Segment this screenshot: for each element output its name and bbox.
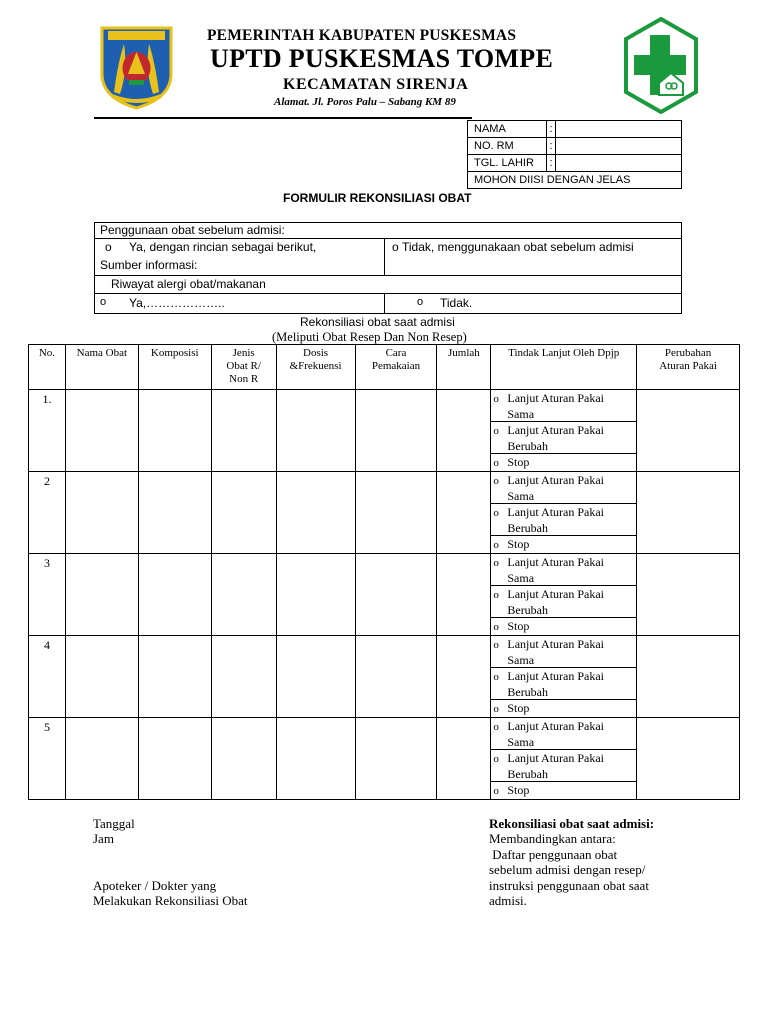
pre-admission-yes-option[interactable]: Ya, dengan rincian sebagai berikut, [129, 240, 317, 254]
dose-frequency-cell[interactable] [276, 554, 355, 636]
col-drug-name: Nama Obat [65, 345, 138, 390]
option-bullet[interactable]: o [493, 753, 499, 765]
option-label: Lanjut Aturan Pakai [507, 719, 605, 733]
table-row [29, 390, 740, 472]
signer-label-line2: Melakukan Rekonsiliasi Obat [93, 893, 248, 908]
stop-option[interactable] [491, 536, 636, 553]
continue-changed-option[interactable] [491, 750, 636, 782]
patient-dob-field[interactable] [556, 155, 682, 172]
quantity-cell[interactable] [437, 636, 491, 718]
header-address: Alamat. Jl. Poros Palu – Sabang KM 89 [274, 96, 456, 108]
allergy-no-bullet[interactable]: o [417, 296, 424, 308]
patient-fill-note: MOHON DIISI DENGAN JELAS [468, 172, 682, 189]
option-label: Lanjut Aturan Pakai [507, 587, 605, 601]
drug-type-cell[interactable] [211, 390, 276, 472]
patient-sep: : [547, 138, 556, 155]
reconciliation-table [28, 344, 740, 800]
quantity-cell[interactable] [437, 472, 491, 554]
col-no: No. [29, 345, 66, 390]
note-line5: admisi. [489, 893, 527, 908]
composition-cell[interactable] [138, 472, 211, 554]
option-bullet[interactable]: o [493, 457, 499, 469]
option-bullet[interactable]: o [493, 785, 499, 797]
drug-name-cell[interactable] [65, 554, 138, 636]
follow-up-cell [491, 718, 637, 800]
pre-admission-no-bullet[interactable]: o [392, 240, 399, 254]
stop-option[interactable] [491, 700, 636, 717]
note-line2: Daftar penggunaan obat [489, 847, 618, 862]
drug-name-cell[interactable] [65, 636, 138, 718]
form-title: FORMULIR REKONSILIASI OBAT [283, 191, 472, 205]
option-bullet[interactable]: o [493, 621, 499, 633]
pre-admission-heading: Penggunaan obat sebelum admisi: [100, 223, 285, 237]
dose-frequency-cell[interactable] [276, 390, 355, 472]
administration-cell[interactable] [355, 554, 437, 636]
header-district: KECAMATAN SIRENJA [283, 76, 469, 93]
row-number: 4 [29, 636, 66, 718]
dose-frequency-cell[interactable] [276, 718, 355, 800]
option-label: Sama [507, 489, 535, 503]
header-puskesmas-name: UPTD PUSKESMAS TOMPE [210, 44, 554, 73]
allergy-no-option[interactable]: Tidak. [440, 296, 473, 310]
patient-name-field[interactable] [556, 121, 682, 138]
follow-up-cell [491, 472, 637, 554]
option-bullet[interactable]: o [493, 721, 499, 733]
col-usage-change: Perubahan Aturan Pakai [637, 345, 740, 390]
patient-row-rm [468, 138, 682, 155]
drug-name-cell[interactable] [65, 390, 138, 472]
drug-type-cell[interactable] [211, 554, 276, 636]
option-label: Lanjut Aturan Pakai [507, 555, 605, 569]
note-line1: Membandingkan antara: [489, 831, 616, 846]
patient-row-name [468, 121, 682, 138]
option-label: Berubah [507, 439, 549, 453]
option-label: Lanjut Aturan Pakai [507, 423, 605, 437]
option-label: Stop [507, 783, 530, 797]
table-header-row [29, 345, 740, 390]
signer-label-line1: Apoteker / Dokter yang [93, 878, 217, 893]
row-number: 2 [29, 472, 66, 554]
usage-change-cell[interactable] [637, 472, 740, 554]
patient-label: TGL. LAHIR [468, 155, 547, 172]
drug-type-cell[interactable] [211, 718, 276, 800]
pre-admission-no-option[interactable]: Tidak, menggunakaan obat sebelum admisi [402, 240, 634, 254]
table-row [29, 636, 740, 718]
continue-same-option[interactable] [491, 718, 636, 750]
continue-same-option[interactable] [491, 472, 636, 504]
col-follow-up: Tindak Lanjut Oleh Dpjp [491, 345, 637, 390]
continue-changed-option[interactable] [491, 504, 636, 536]
option-label: Sama [507, 735, 535, 749]
administration-cell[interactable] [355, 636, 437, 718]
header-divider [94, 117, 472, 119]
usage-change-cell[interactable] [637, 390, 740, 472]
option-bullet[interactable]: o [493, 393, 499, 405]
option-bullet[interactable]: o [493, 475, 499, 487]
option-label: Berubah [507, 685, 549, 699]
col-quantity: Jumlah [437, 345, 491, 390]
row-number: 1. [29, 390, 66, 472]
quantity-cell[interactable] [437, 718, 491, 800]
composition-cell[interactable] [138, 390, 211, 472]
reconciliation-title: Rekonsiliasi obat saat admisi [300, 315, 455, 329]
composition-cell[interactable] [138, 718, 211, 800]
row-number: 3 [29, 554, 66, 636]
patient-row-dob [468, 155, 682, 172]
time-label: Jam [93, 831, 114, 846]
stop-option[interactable] [491, 618, 636, 635]
note-title: Rekonsiliasi obat saat admisi: [489, 816, 655, 831]
option-label: Lanjut Aturan Pakai [507, 751, 605, 765]
header-government-line: PEMERINTAH KABUPATEN PUSKESMAS [207, 27, 517, 44]
usage-change-cell[interactable] [637, 554, 740, 636]
option-label: Lanjut Aturan Pakai [507, 473, 605, 487]
continue-changed-option[interactable] [491, 422, 636, 454]
drug-name-cell[interactable] [65, 718, 138, 800]
allergy-yes-bullet[interactable]: o [100, 296, 107, 308]
source-of-information-label: Sumber informasi: [100, 258, 198, 272]
patient-rm-field[interactable] [556, 138, 682, 155]
follow-up-cell [491, 636, 637, 718]
usage-change-cell[interactable] [637, 718, 740, 800]
continue-changed-option[interactable] [491, 586, 636, 618]
drug-type-cell[interactable] [211, 636, 276, 718]
continue-same-option[interactable] [491, 636, 636, 668]
option-label: Berubah [507, 767, 549, 781]
continue-changed-option[interactable] [491, 668, 636, 700]
regency-coat-of-arms-logo [98, 22, 175, 110]
option-bullet[interactable]: o [493, 589, 499, 601]
patient-label: NAMA [468, 121, 547, 138]
pre-admission-yes-bullet[interactable]: o [105, 240, 112, 254]
administration-cell[interactable] [355, 390, 437, 472]
note-line3: sebelum admisi dengan resep/ [489, 862, 646, 877]
option-label: Stop [507, 701, 530, 715]
option-label: Lanjut Aturan Pakai [507, 391, 605, 405]
patient-sep: : [547, 121, 556, 138]
composition-cell[interactable] [138, 636, 211, 718]
option-label: Stop [507, 537, 530, 551]
reconciliation-subtitle: (Meliputi Obat Resep Dan Non Resep) [272, 330, 467, 344]
date-label: Tanggal [93, 816, 135, 831]
administration-cell[interactable] [355, 718, 437, 800]
patient-label: NO. RM [468, 138, 547, 155]
col-dose-frequency: Dosis &Frekuensi [276, 345, 355, 390]
allergy-history-label: Riwayat alergi obat/makanan [111, 277, 266, 291]
continue-same-option[interactable] [491, 390, 636, 422]
dose-frequency-cell[interactable] [276, 636, 355, 718]
option-bullet[interactable]: o [493, 671, 499, 683]
patient-identity-box [467, 120, 682, 189]
option-label: Berubah [507, 521, 549, 535]
option-label: Lanjut Aturan Pakai [507, 669, 605, 683]
option-bullet[interactable]: o [493, 539, 499, 551]
follow-up-cell [491, 554, 637, 636]
table-row [29, 472, 740, 554]
usage-change-cell[interactable] [637, 636, 740, 718]
col-composition: Komposisi [138, 345, 211, 390]
option-bullet[interactable]: o [493, 507, 499, 519]
follow-up-cell [491, 390, 637, 472]
col-drug-type: Jenis Obat R/ Non R [211, 345, 276, 390]
option-bullet[interactable]: o [493, 703, 499, 715]
note-line4: instruksi penggunaan obat saat [489, 878, 649, 893]
continue-same-option[interactable] [491, 554, 636, 586]
patient-note-row [468, 172, 682, 189]
quantity-cell[interactable] [437, 390, 491, 472]
row-number: 5 [29, 718, 66, 800]
option-label: Lanjut Aturan Pakai [507, 637, 605, 651]
option-label: Lanjut Aturan Pakai [507, 505, 605, 519]
option-label: Stop [507, 619, 530, 633]
option-label: Stop [507, 455, 530, 469]
drug-type-cell[interactable] [211, 472, 276, 554]
stop-option[interactable] [491, 782, 636, 799]
option-bullet[interactable]: o [493, 425, 499, 437]
puskesmas-cross-logo [623, 17, 699, 114]
option-label: Sama [507, 571, 535, 585]
drug-name-cell[interactable] [65, 472, 138, 554]
pre-admission-box [94, 222, 682, 314]
table-row [29, 718, 740, 800]
option-label: Sama [507, 653, 535, 667]
option-bullet[interactable]: o [493, 639, 499, 651]
allergy-yes-option[interactable]: Ya,……………….. [129, 296, 225, 310]
col-administration: Cara Pemakaian [355, 345, 437, 390]
quantity-cell[interactable] [437, 554, 491, 636]
option-bullet[interactable]: o [493, 557, 499, 569]
composition-cell[interactable] [138, 554, 211, 636]
stop-option[interactable] [491, 454, 636, 471]
option-label: Sama [507, 407, 535, 421]
option-label: Berubah [507, 603, 549, 617]
table-row [29, 554, 740, 636]
patient-sep: : [547, 155, 556, 172]
dose-frequency-cell[interactable] [276, 472, 355, 554]
administration-cell[interactable] [355, 472, 437, 554]
